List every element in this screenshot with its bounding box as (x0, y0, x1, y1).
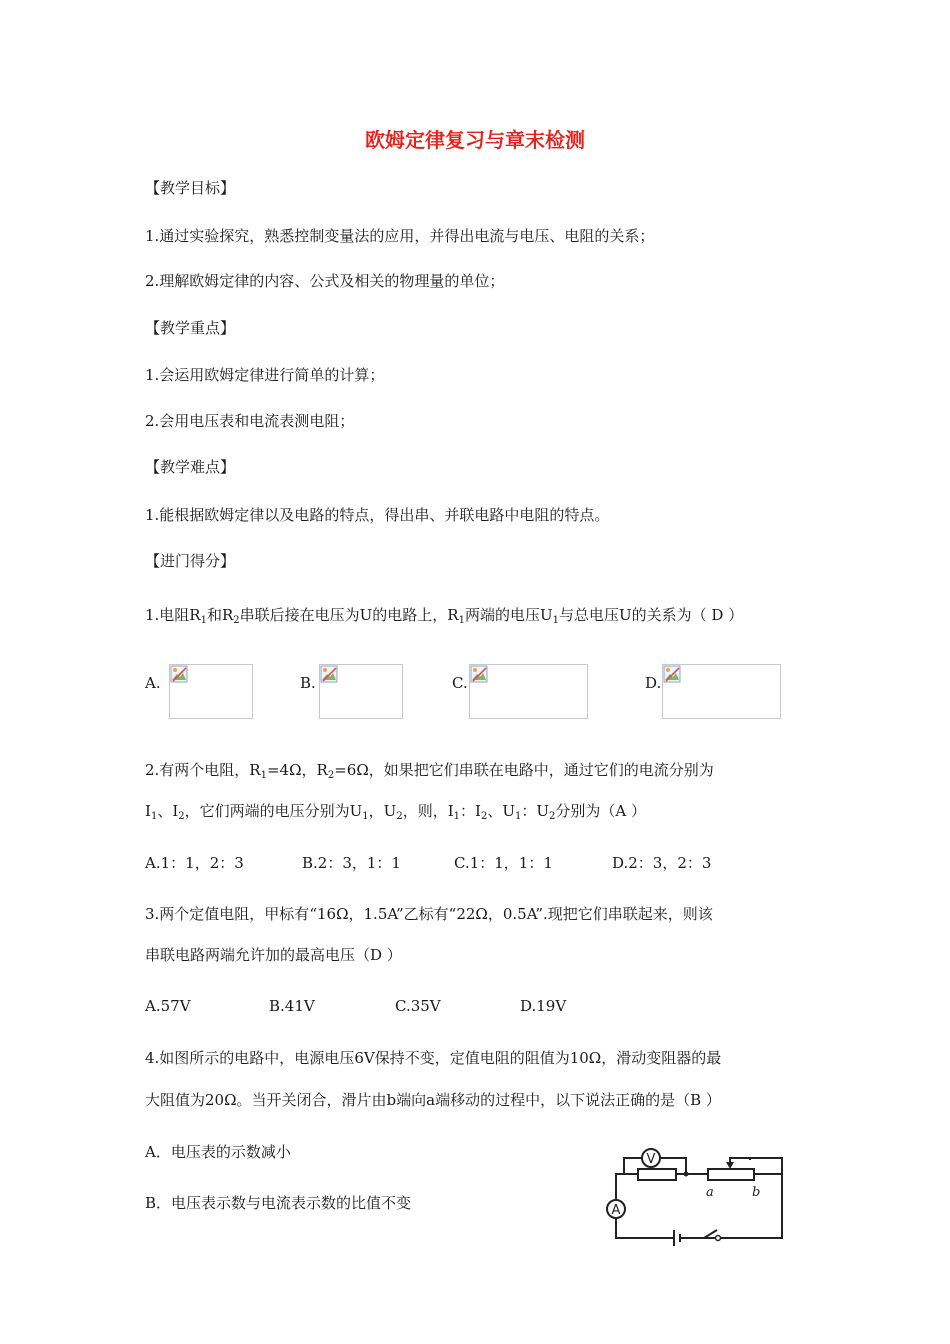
section-heading-difficulty: 【教学难点】 (145, 458, 236, 476)
q4-option-b: B．电压表示数与电流表示数的比值不变 (145, 1194, 412, 1212)
battery-icon (674, 1230, 680, 1246)
broken-image-icon (663, 665, 681, 683)
q1-option-a-label: A. (145, 674, 161, 692)
goal-2: 2.理解欧姆定律的内容、公式及相关的物理量的单位； (145, 272, 505, 290)
section-heading-warmup: 【进门得分】 (145, 552, 236, 570)
q1-option-b-label: B. (300, 674, 316, 692)
broken-image-icon (470, 665, 488, 683)
rheostat-end-a-label: a (706, 1185, 714, 1200)
q3-option-b: B.41V (269, 997, 315, 1015)
q3-option-a: A.57V (145, 997, 191, 1015)
q2-option-a: A.1：1，2：3 (145, 854, 244, 872)
rheostat-end-b-label: b (752, 1185, 761, 1200)
focus-2: 2.会用电压表和电流表测电阻； (145, 412, 355, 430)
ammeter-label: A (611, 1203, 621, 1218)
focus-1: 1.会运用欧姆定律进行简单的计算； (145, 366, 385, 384)
question-4-line-1: 4.如图所示的电路中，电源电压6V保持不变，定值电阻的阻值为10Ω，滑动变阻器的最 (145, 1049, 722, 1067)
question-3-line-1: 3.两个定值电阻，甲标有“16Ω，1.5A”乙标有“22Ω，0.5A”.现把它们串联起来，则该 (145, 905, 713, 923)
q1-option-d-image (662, 664, 781, 719)
q1-option-b-image (319, 664, 403, 719)
q1-option-d-label: D. (645, 674, 662, 692)
junction-dot (684, 1172, 689, 1177)
document-title: 欧姆定律复习与章末检测 (365, 128, 585, 152)
question-2-line-2: $I_1$、$I_2$，它们两端的电压分别为$U_1$，$U_2$，则，$I_1$：$I_2$、$U_1$：$U_2$分别为（A ） (145, 802, 646, 822)
q1-option-a-image (169, 664, 253, 719)
q4-option-a: A．电压表的示数减小 (145, 1143, 291, 1161)
difficulty-1: 1.能根据欧姆定律以及电路的特点，得出串、并联电路中电阻的特点。 (145, 506, 610, 524)
q2-option-d: D.2：3，2：3 (612, 854, 712, 872)
slider-arrow-icon (726, 1162, 734, 1169)
broken-image-icon (170, 665, 188, 683)
q3-option-d: D.19V (520, 997, 567, 1015)
section-heading-focus: 【教学重点】 (145, 319, 236, 337)
q1-option-c-label: C. (452, 674, 468, 692)
question-1-stem: 1.电阻$R_1$和$R_2$串联后接在电压为U的电路上，$R_1$两端的电压$U_1$与总电压U的关系为（ D ） (145, 606, 744, 626)
section-heading-goals: 【教学目标】 (145, 179, 236, 197)
q1-option-c-image (469, 664, 588, 719)
goal-1: 1.通过实验探究，熟悉控制变量法的应用，并得出电流与电压、电阻的关系； (145, 227, 655, 245)
voltmeter-label: V (646, 1152, 656, 1167)
q2-option-c: C.1：1，1：1 (454, 854, 553, 872)
question-2-line-1: 2.有两个电阻，$R_1=4\Omega$，$R_2=6\Omega$，如果把它们串联在电路中，通过它们的电流分别为 (145, 761, 714, 781)
broken-image-icon (320, 665, 338, 683)
question-3-line-2: 串联电路两端允许加的最高电压（D ） (145, 946, 402, 964)
q3-option-c: C.35V (395, 997, 441, 1015)
question-4-line-2: 大阻值为20Ω。当开关闭合，滑片由b端向a端移动的过程中，以下说法正确的是（B ） (145, 1091, 721, 1109)
circuit-diagram (600, 1140, 790, 1252)
q2-option-b: B.2：3，1：1 (302, 854, 401, 872)
